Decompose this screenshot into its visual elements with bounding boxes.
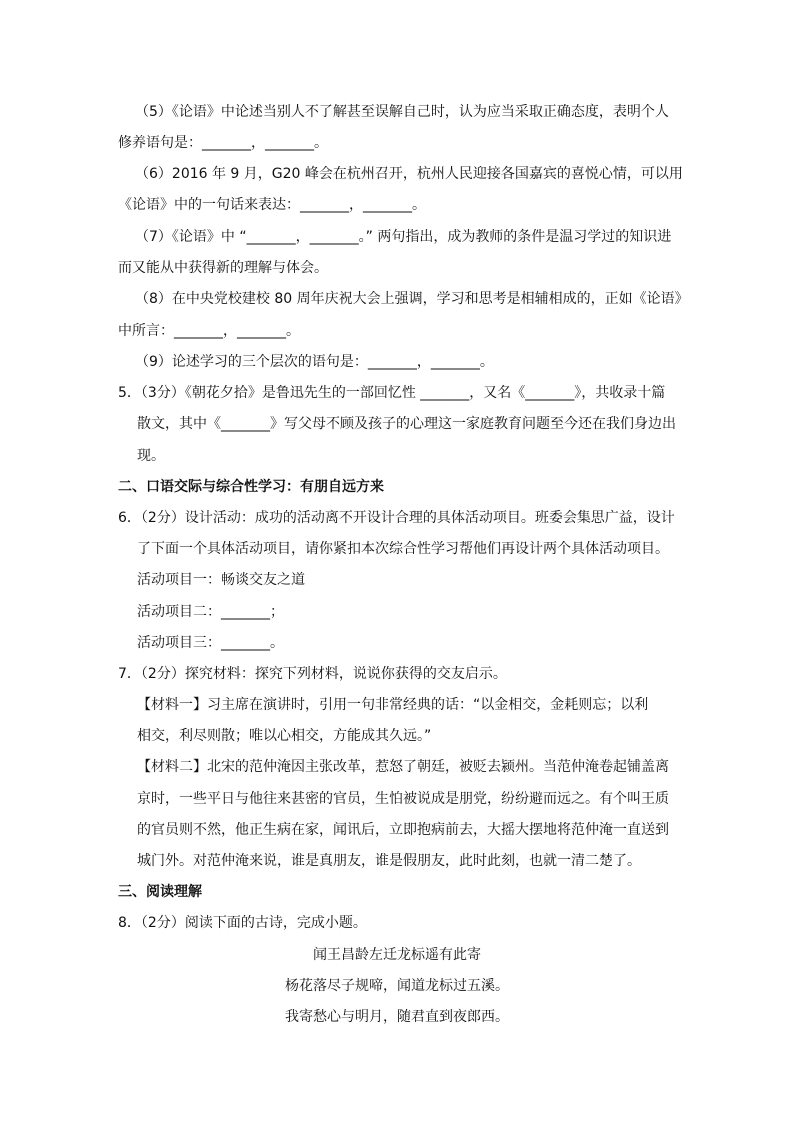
q6-line-2: 《论语》中的一句话来表达：_______，_______。 (118, 197, 426, 213)
material-1-line-1: 【材料一】习主席在演讲时，引用一句非常经典的话：“以金相交，金耗则忘；以利 (137, 697, 649, 713)
material-1-line-2: 相交，利尽则散；唯以心相交，方能成其久远。” (137, 728, 432, 744)
material-2-line-3: 的官员则不然，他正生病在家，闻讯后，立即抱病前去，大摇大摆地将范仲淹一直送到 (137, 822, 669, 838)
question-5-line-3: 现。 (137, 448, 165, 464)
material-2-line-4: 城门外。对范仲淹来说，谁是真朋友，谁是假朋友，此时此刻，也就一清二楚了。 (137, 853, 641, 869)
q7-line-2: 而又能从中获得新的理解与体会。 (118, 260, 328, 276)
question-7-line-1: 7．（2分）探究材料：探究下列材料，说说你获得的交友启示。 (118, 666, 507, 682)
activity-item-3: 活动项目三：_______。 (137, 635, 284, 651)
q5-line-1: （5）《论语》中论述当别人不了解甚至误解自己时，认为应当采取正确态度，表明个人 (135, 104, 669, 120)
q6-line-1: （6）2016 年 9 月，G20 峰会在杭州召开，杭州人民迎接各国嘉宾的喜悦心情，可以用 (135, 166, 683, 182)
material-2-line-1: 【材料二】北宋的范仲淹因主张改革，惹怒了朝廷，被贬去颍州。当范仲淹卷起铺盖离 (137, 759, 669, 775)
activity-item-1: 活动项目一：畅谈交友之道 (137, 572, 305, 588)
poem-title: 闻王昌龄左迁龙标遥有此寄 (313, 947, 481, 963)
q5-line-2: 修养语句是：_______，_______。 (118, 135, 328, 151)
activity-item-2: 活动项目二：_______； (137, 604, 284, 620)
material-2-line-2: 京时，一些平日与他往来甚密的官员，生怕被说成是朋党，纷纷避而远之。有个叫王质 (137, 791, 669, 807)
q7-line-1: （7）《论语》中 “_______，_______。” 两句指出，成为教师的条件是温习学过的知识进 (135, 229, 672, 245)
section-2-heading: 二、口语交际与综合性学习：有朋自远方来 (118, 479, 384, 495)
question-8-line-1: 8．（2分）阅读下面的古诗，完成小题。 (118, 915, 367, 931)
poem-line-2: 我寄愁心与明月，随君直到夜郎西。 (285, 1009, 509, 1025)
question-6-line-2: 了下面一个具体活动项目，请你紧扣本次综合性学习帮他们再设计两个具体活动项目。 (137, 541, 669, 557)
q8-line-1: （8）在中央党校建校 80 周年庆祝大会上强调，学习和思考是相辅相成的，正如《论语》 (135, 291, 689, 307)
question-5-line-1: 5．（3分）《朝花夕拾》是鲁迅先生的一部回忆性 _______，又名《_______》，共收录十篇 (118, 385, 666, 401)
q8-line-2: 中所言：_______，_______。 (118, 323, 300, 339)
q9-line-1: （9）论述学习的三个层次的语句是：_______，_______。 (135, 354, 494, 370)
question-5-line-2: 散文，其中《_______》写父母不顾及孩子的心理这一家庭教育问题至今还在我们身边出 (137, 416, 676, 432)
section-3-heading: 三、阅读理解 (118, 884, 202, 900)
question-6-line-1: 6．（2分）设计活动：成功的活动离不开设计合理的具体活动项目。班委会集思广益，设计 (118, 510, 675, 526)
poem-line-1: 杨花落尽子规啼，闻道龙标过五溪。 (285, 978, 509, 994)
